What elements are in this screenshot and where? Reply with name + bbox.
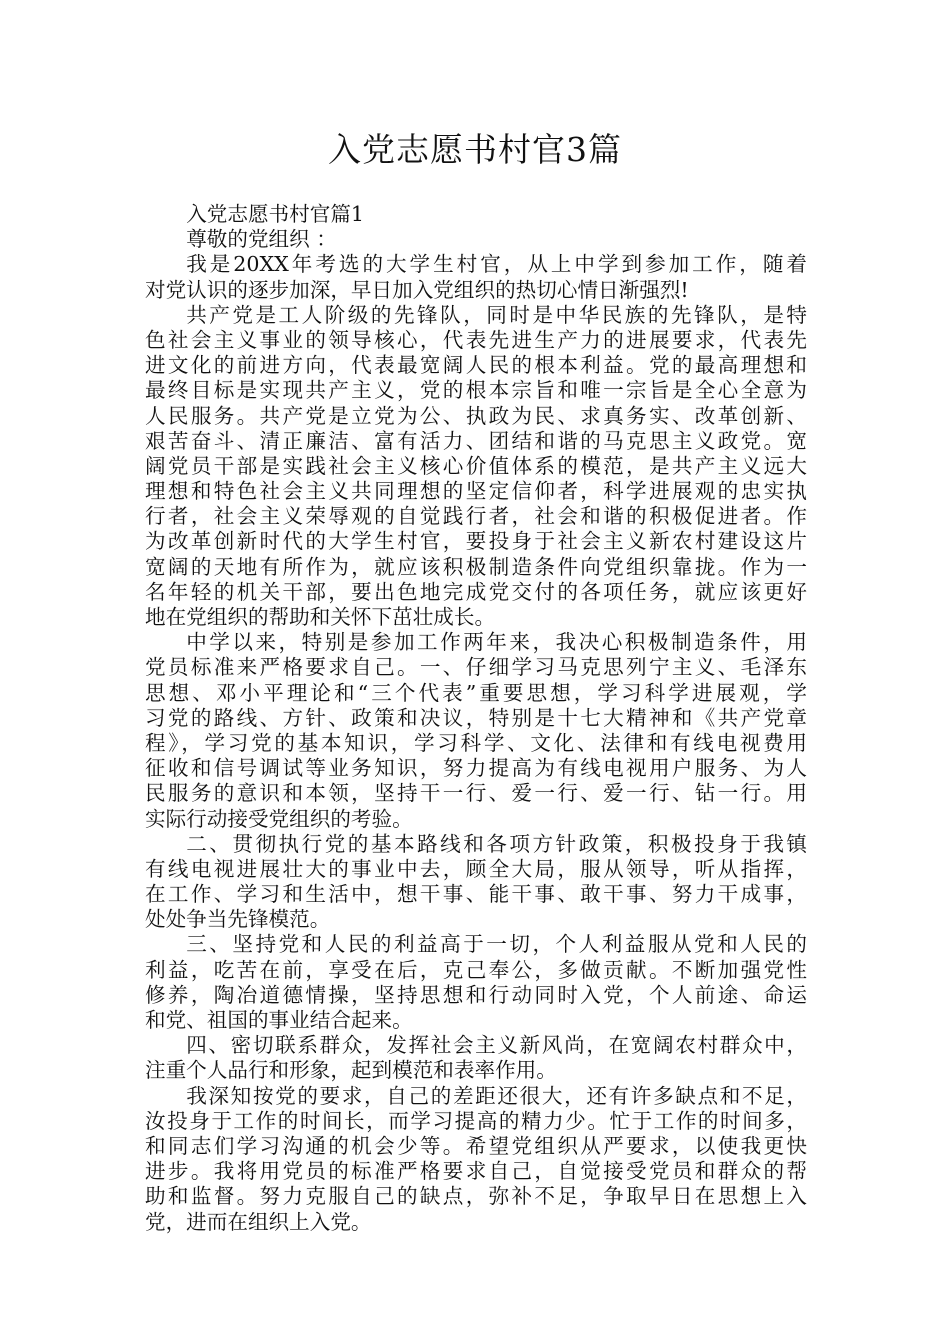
text-line: 进步。我将用党员的标准严格要求自己，自觉接受党员和群众的帮	[145, 1159, 807, 1184]
text-line: 入党志愿书村官篇1	[186, 202, 365, 226]
text-line: 艰苦奋斗、清正廉洁、富有活力、团结和谐的马克思主义政党。宽	[145, 428, 807, 453]
text-line: 程》，学习党的基本知识，学习科学、文化、法律和有线电视费用	[145, 730, 807, 755]
text-line: 理想和特色社会主义共同理想的坚定信仰者，科学进展观的忠实执	[145, 479, 807, 504]
text-line: 行者，社会主义荣辱观的自觉践行者，社会和谐的积极促进者。作	[145, 504, 807, 529]
document-body	[145, 202, 807, 1235]
document-title: 入党志愿书村官3篇	[328, 130, 622, 169]
text-line: 共产党是工人阶级的先锋队，同时是中华民族的先锋队，是特	[186, 302, 807, 327]
text-line: 党，进而在组织上入党。	[145, 1209, 372, 1234]
text-line: 最终目标是实现共产主义，党的根本宗旨和唯一宗旨是全心全意为	[145, 378, 807, 403]
text-line: 处处争当先锋模范。	[145, 907, 331, 932]
text-line: 征收和信号调试等业务知识，努力提高为有线电视用户服务、为人	[145, 756, 807, 781]
text-line: 利益，吃苦在前，享受在后，克己奉公，多做贡献。不断加强党性	[145, 957, 807, 982]
text-line: 尊敬的党组织 ：	[186, 227, 337, 252]
text-line: 宽阔的天地有所作为，就应该积极制造条件向党组织靠拢。作为一	[145, 554, 807, 579]
text-line: 阔党员干部是实践社会主义核心价值体系的模范，是共产主义远大	[145, 453, 807, 478]
text-line: 习党的路线、方针、政策和决议，特别是十七大精神和《共产党章	[145, 705, 807, 730]
text-line: 三、坚持党和人民的利益高于一切，个人利益服从党和人民的	[186, 932, 807, 957]
text-line: 为改革创新时代的大学生村官，要投身于社会主义新农村建设这片	[145, 529, 807, 554]
text-line: 对党认识的逐步加深，早日加入党组织的热切心情日渐强烈!	[145, 277, 689, 302]
text-line: 四、密切联系群众，发挥社会主义新风尚，在宽阔农村群众中，	[186, 1033, 807, 1058]
text-line: 和党、祖国的事业结合起来。	[145, 1008, 413, 1032]
text-line: 实际行动接受党组织的考验。	[145, 806, 413, 831]
text-line: 和同志们学习沟通的机会少等。希望党组织从严要求，以使我更快	[145, 1133, 807, 1158]
text-line: 我深知按党的要求，自己的差距还很大，还有许多缺点和不足，	[186, 1083, 807, 1108]
text-line: 思想、邓小平理论和“三个代表”重要思想，学习科学进展观，学	[145, 680, 807, 705]
text-line: 有线电视进展壮大的事业中去，顾全大局，服从领导，听从指挥，	[145, 856, 807, 881]
text-line: 中学以来，特别是参加工作两年来，我决心积极制造条件，用	[186, 630, 807, 655]
text-line: 党员标准来严格要求自己。一、仔细学习马克思列宁主义、毛泽东	[145, 655, 807, 680]
text-line: 民服务的意识和本领，坚持干一行、爱一行、爱一行、钻一行。用	[145, 781, 807, 806]
text-line: 助和监督。努力克服自己的缺点，弥补不足，争取早日在思想上入	[145, 1184, 807, 1209]
text-line: 人民服务。共产党是立党为公、执政为民、求真务实、改革创新、	[145, 403, 807, 428]
text-line: 地在党组织的帮助和关怀下茁壮成长。	[145, 605, 496, 629]
text-line: 注重个人品行和形象，起到模范和表率作用。	[145, 1058, 557, 1083]
text-line: 汝投身于工作的时间长，而学习提高的精力少。忙于工作的时间多，	[145, 1108, 807, 1133]
text-line: 进文化的前进方向，代表最宽阔人民的根本利益。党的最高理想和	[145, 353, 807, 378]
text-line: 在工作、学习和生活中，想干事、能干事、敢干事、努力干成事，	[145, 882, 807, 907]
text-line: 二、贯彻执行党的基本路线和各项方针政策，积极投身于我镇	[186, 831, 807, 856]
text-line: 修养，陶冶道德情操，坚持思想和行动同时入党，个人前途、命运	[145, 982, 807, 1007]
text-line: 我是20XX年考选的大学生村官，从上中学到参加工作，随着	[186, 252, 807, 277]
text-line: 名年轻的机关干部，要出色地完成党交付的各项任务，就应该更好	[145, 579, 807, 604]
text-line: 色社会主义事业的领导核心，代表先进生产力的进展要求，代表先	[145, 327, 807, 352]
